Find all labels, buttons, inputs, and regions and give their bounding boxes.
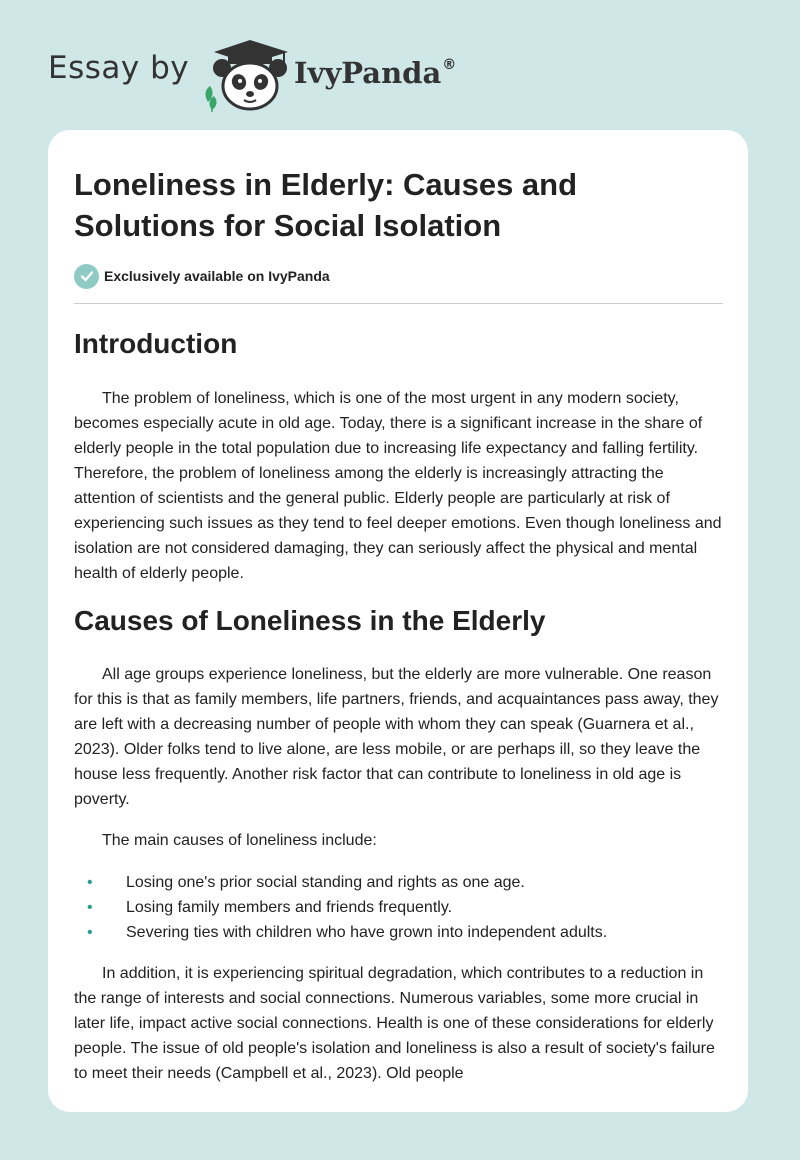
list-item: [74, 920, 724, 945]
bullet-dot-icon: •: [87, 899, 93, 916]
article-title: Loneliness in Elderly: Causes and Solutions for Social Isolation: [74, 167, 578, 243]
intro-paragraph: The problem of loneliness, which is one of the most urgent in any modern society, becomes especially acute in old age. Today, there is a significant increase in the share of elderly people in the total population due to increasing life expectancy and falling fertility. Therefore, the problem of loneliness among the elderly is increasingly attracting the attention of scientists and the general public. Elderly people are particularly at risk of experiencing such issues as they tend to feel deeper emotions. Even though loneliness and isolation are not considered damaging, they can seriously affect the physical and mental health of elderly people.: [74, 390, 722, 582]
bullet-dot-icon: •: [87, 874, 93, 891]
section-heading-introduction: Introduction: [74, 328, 238, 359]
checkmark-icon: [74, 264, 99, 289]
causes-list-intro: The main causes of loneliness include:: [102, 832, 377, 849]
causes-paragraph-1: All age groups experience loneliness, but the elderly are more vulnerable. One reason for this is that as family members, life partners, friends, and acquaintances pass away, they are left with a decreasing number of people with whom they can speak (Guarnera et al., 2023). Older folks tend to live alone, are less mobile, or are perhaps ill, so they leave the house less frequently. Another risk factor that can contribute to loneliness in old age is poverty.: [74, 666, 719, 808]
registered-mark: ®: [442, 57, 457, 73]
list-item: [74, 895, 724, 920]
exclusive-badge: [74, 263, 330, 289]
causes-paragraph-2: In addition, it is experiencing spiritual degradation, which contributes to a reduction in the range of interests and social connections. Numerous variables, some more crucial in later life, impact active social connections. Health is one of these considerations for elderly people. The issue of old people's isolation and loneliness is also a result of society's failure to meet their needs (Campbell et al., 2023). Old people: [74, 965, 715, 1082]
exclusive-badge-label: Exclusively available on IvyPanda: [104, 268, 330, 284]
bullet-dot-icon: •: [87, 924, 93, 941]
essay-by-label: Essay by: [48, 50, 190, 86]
site-header: [48, 36, 528, 112]
list-item-text: Severing ties with children who have grown into independent adults.: [126, 924, 608, 941]
brand-name: IvyPanda: [294, 56, 442, 90]
causes-list: [74, 870, 724, 945]
list-item-text: Losing family members and friends frequently.: [126, 899, 453, 916]
section-heading-causes: Causes of Loneliness in the Elderly: [74, 605, 546, 636]
brand-logo-text[interactable]: [294, 56, 456, 90]
list-item: [74, 870, 724, 895]
title-divider: [74, 303, 723, 304]
article-card: [48, 130, 748, 1112]
list-item-text: Losing one's prior social standing and rights as one age.: [126, 874, 525, 891]
panda-graduate-icon[interactable]: [198, 36, 294, 112]
